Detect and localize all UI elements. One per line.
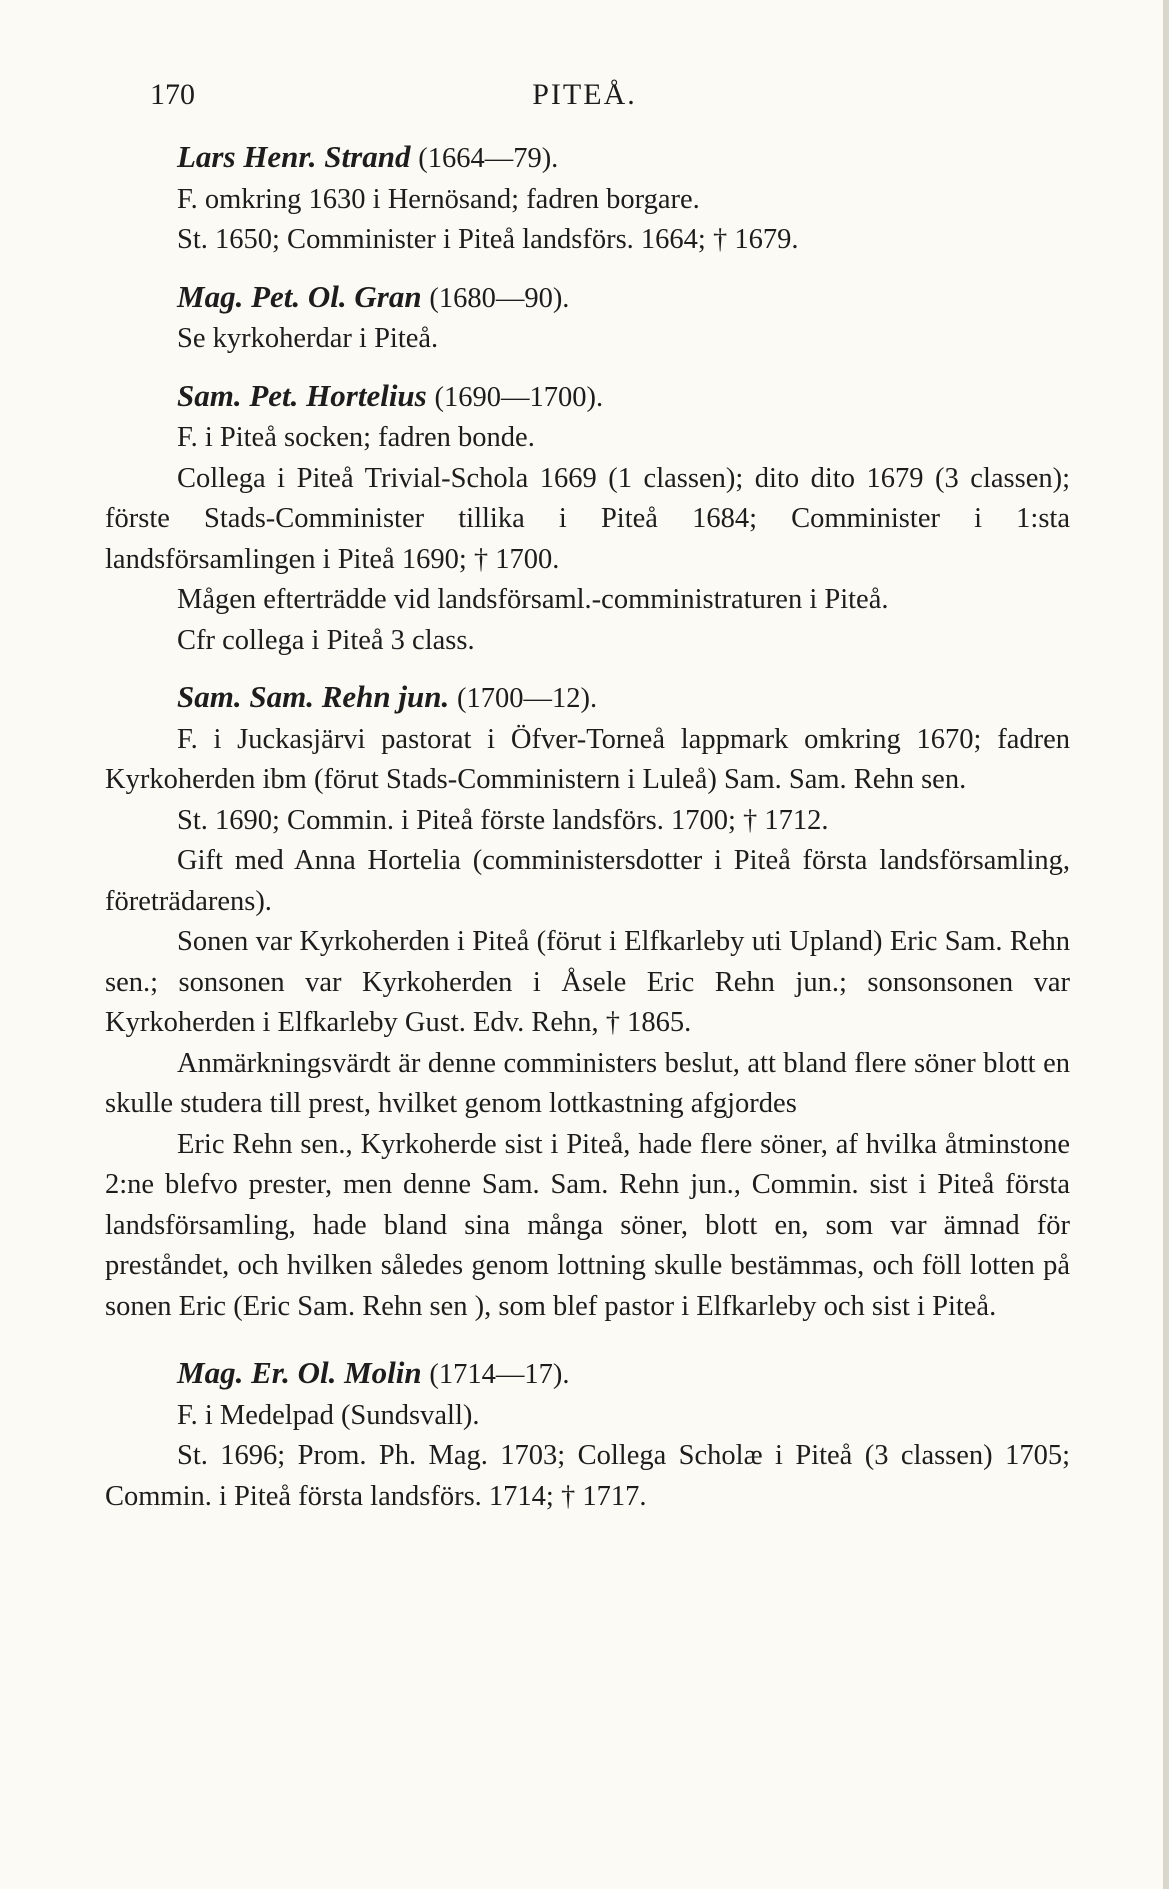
entry-line: Se kyrkoherdar i Piteå. — [177, 323, 439, 354]
entry-years: (1680—90). — [429, 282, 570, 314]
text-body — [105, 137, 1070, 1517]
entry-line: Anmärkningsvärdt är denne comministers beslut, att bland flere söner blott en skulle studera till prest, hvilket genom lottkastning afgjordes — [105, 1047, 1070, 1119]
running-head: PITEÅ. — [532, 78, 637, 111]
entry-line: Collega i Piteå Trivial-Schola 1669 (1 classen); dito dito 1679 (3 classen); förste Stads-Comminister tillika i Piteå 1684; Comminister i 1:sta landsförsamlingen i Piteå 1690; † 1700. — [105, 462, 1070, 575]
entry-heading — [105, 137, 1070, 180]
entry-line: Gift med Anna Hortelia (comministersdotter i Piteå första landsförsamling, företrädarens). — [105, 845, 1070, 917]
entry-heading — [105, 376, 1070, 419]
entry-name: Mag. Er. Ol. Molin — [177, 1355, 422, 1390]
entry-name: Sam. Pet. Hortelius — [177, 377, 427, 413]
entry-line: St. 1650; Comminister i Piteå landsförs. 1664; † 1679. — [177, 224, 799, 255]
entry-name: Mag. Pet. Ol. Gran — [177, 278, 422, 314]
entry-heading — [105, 1353, 1070, 1396]
entry-years: (1700—12). — [456, 683, 598, 714]
entry-years: (1714—17). — [429, 1359, 570, 1390]
entry-line: St. 1696; Prom. Ph. Mag. 1703; Collega Scholæ i Piteå (3 classen) 1705; Commin. i Piteå första landsförs. 1714; † 1717. — [105, 1440, 1070, 1512]
entry-years: (1664—79). — [418, 143, 559, 174]
page-header — [0, 78, 1169, 118]
entry-line: Eric Rehn sen., Kyrkoherde sist i Piteå, hade flere söner, af hvilka åtminstone 2:ne blefvo prester, men denne Sam. Sam. Rehn jun., Commin. sist i Piteå första landsförsamling, hade bland sina många söner, blott en, som var ämnad för preståndet, och hvilken således genom lottning skulle bestämmas, och föll lotten på sonen Eric (Eric Sam. Rehn sen ), som blef pastor i Elfkarleby och sist i Piteå. — [105, 1128, 1070, 1322]
entry-heading — [105, 277, 1070, 320]
entry-line: Sonen var Kyrkoherden i Piteå (förut i Elfkarleby uti Upland) Eric Sam. Rehn sen.; sonsonen var Kyrkoherden i Åsele Eric Rehn jun.; sonsonsonen var Kyrkoherden i Elfkarleby Gust. Edv. Rehn, † 1865. — [105, 926, 1070, 1038]
entry-line: Mågen efterträdde vid landsförsaml.-comministraturen i Piteå. — [177, 584, 889, 615]
page-edge — [1163, 0, 1169, 1889]
entry-line: F. i Piteå socken; fadren bonde. — [177, 422, 535, 453]
entry-line: F. i Medelpad (Sundsvall). — [177, 1399, 480, 1431]
entry-line: St. 1690; Commin. i Piteå förste landsförs. 1700; † 1712. — [177, 804, 829, 836]
entry-line: F. omkring 1630 i Hernösand; fadren borgare. — [177, 183, 700, 215]
entry-name: Lars Henr. Strand — [177, 139, 411, 174]
entry-years: (1690—1700). — [434, 381, 604, 413]
entry-name: Sam. Sam. Rehn jun. — [177, 679, 450, 714]
page-number: 170 — [150, 78, 195, 111]
entry-heading — [105, 677, 1070, 720]
entry-line: F. i Juckasjärvi pastorat i Öfver-Torneå lappmark omkring 1670; fadren Kyrkoherden ibm (förut Stads-Comministern i Luleå) Sam. Sam. Rehn sen. — [105, 723, 1070, 795]
entry-line: Cfr collega i Piteå 3 class. — [177, 624, 475, 656]
